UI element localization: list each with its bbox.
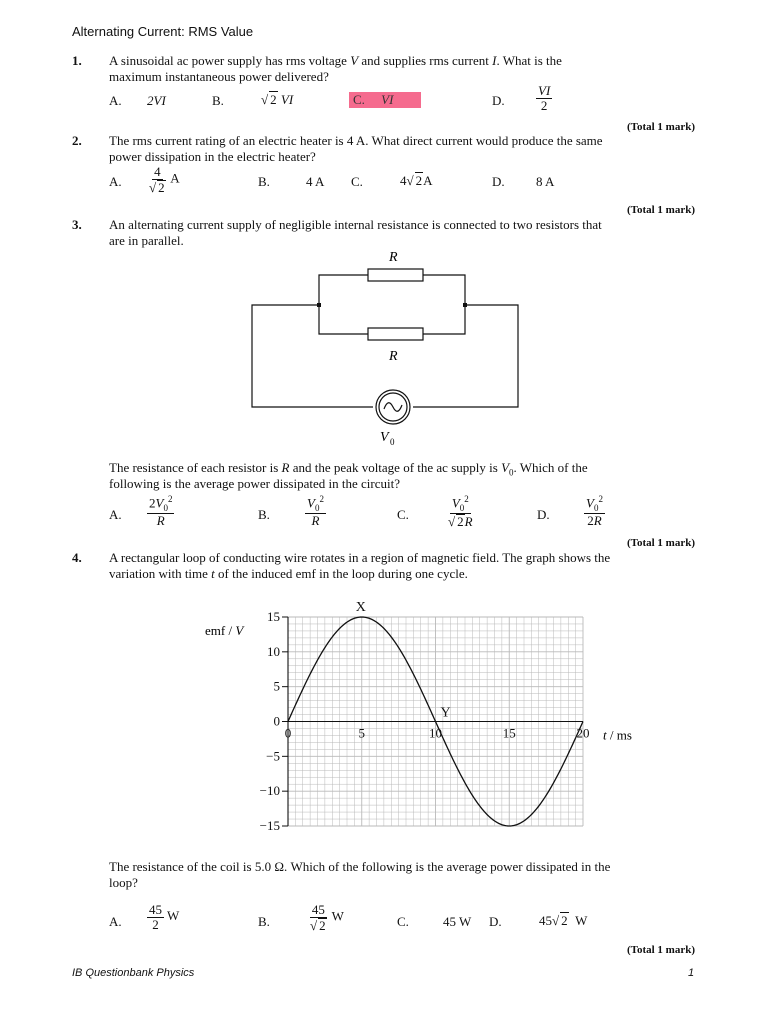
y-tick-label: 15 — [267, 609, 280, 624]
q4-option-b-label: B. — [258, 914, 270, 929]
q3-option-b-label: B. — [258, 507, 270, 522]
y-tick-label: 5 — [273, 678, 280, 694]
q4-option-c-label: C. — [397, 914, 409, 929]
q3-option-a-label: A. — [109, 507, 122, 522]
q1-option-d-value: $\frac{VI}{2}$ — [538, 83, 551, 113]
q4-option-d-value: 45√ 2 W — [539, 913, 588, 928]
circuit-wire-top-left — [319, 275, 368, 305]
footer-page-number: 1 — [688, 967, 695, 979]
q2-option-c-label: C. — [351, 174, 363, 189]
y-tick-label: −10 — [259, 783, 280, 799]
circuit-wire-bottom-left — [319, 305, 368, 334]
q2-option-d-value: 8 A — [536, 174, 555, 189]
q3-option-d-value: $\frac{V_0^2}{2R}$ — [586, 494, 603, 529]
page-title: Alternating Current: RMS Value — [72, 24, 254, 39]
junction-left — [317, 303, 321, 307]
q4-option-a-label: A. — [109, 914, 122, 929]
y-tick-label: −15 — [259, 818, 280, 833]
circuit-wire-top-right — [423, 275, 465, 305]
question-2-line-2: power dissipation in the electric heater? — [109, 149, 316, 164]
parallel-resistor-circuit — [245, 245, 525, 455]
junction-right — [463, 303, 467, 307]
q4-option-d-label: D. — [489, 914, 502, 929]
q1-total-mark: (Total 1 mark) — [626, 121, 695, 133]
y-tick-label: 0 — [273, 713, 280, 729]
annotation-x: X — [355, 600, 366, 615]
y-axis-label: emf / V — [205, 622, 244, 638]
q4-option-a-value: $\frac{45}{2}$ W — [149, 902, 180, 932]
question-4-line-3: The resistance of the coil is 5.0 Ω. Which of the following is the average power dissipated in the — [109, 859, 611, 874]
x-tick-label: 20 — [576, 725, 590, 741]
resistor-bottom-label: R — [389, 349, 398, 364]
y-tick-label: 10 — [267, 643, 280, 659]
question-4-line-4: loop? — [109, 875, 138, 890]
q3-option-c-value: $\frac{V_0^2}{√ 2R}$ — [448, 494, 473, 530]
q3-total-mark: (Total 1 mark) — [626, 537, 695, 549]
x-tick-label: 5 — [358, 725, 365, 741]
annotation-y: Y — [440, 705, 451, 721]
q4-option-b-value: $\frac{45}{√ 2}$ W — [310, 902, 344, 933]
q3-option-d-label: D. — [537, 507, 550, 522]
footer-source: IB Questionbank Physics — [72, 967, 195, 979]
q2-total-mark: (Total 1 mark) — [626, 204, 695, 216]
question-3-line-3: The resistance of each resistor is R and the peak voltage of the ac supply is $V_0$. Which of the — [109, 460, 588, 478]
q1-option-b-label: B. — [212, 93, 224, 108]
q4-option-c-value: 45 W — [443, 914, 472, 929]
question-1-line-2: maximum instantaneous power delivered? — [109, 69, 329, 84]
x-axis-label: t / ms — [603, 727, 632, 743]
emf-time-graph — [195, 596, 655, 836]
question-4-line-1: A rectangular loop of conducting wire rotates in a region of magnetic field. The graph shows the — [109, 550, 611, 565]
q1-option-b-value: √ 2 VI — [261, 92, 294, 107]
q2-option-d-label: D. — [492, 174, 505, 189]
q3-option-c-label: C. — [397, 507, 409, 522]
q2-option-a-value: $\frac{4}{√ 2}$ A — [149, 164, 180, 195]
circuit-wire-bottom-right — [423, 305, 465, 334]
q2-option-c-value: 4√ 2A — [400, 173, 433, 188]
resistor-bottom — [368, 328, 423, 340]
circuit-wire-left — [252, 305, 373, 407]
y-tick-label: −5 — [266, 748, 280, 764]
question-3-line-2: are in parallel. — [109, 233, 184, 248]
source-label: V — [380, 430, 389, 445]
q1-option-d-label: D. — [492, 93, 505, 108]
resistor-top — [368, 269, 423, 281]
question-4-line-2: variation with time t of the induced emf in the loop during one cycle. — [109, 566, 468, 581]
ac-sine-symbol — [384, 403, 402, 412]
q2-option-b-value: 4 A — [306, 174, 325, 189]
question-2-number: 2. — [72, 133, 82, 148]
resistor-top-label: R — [389, 250, 398, 265]
q4-total-mark: (Total 1 mark) — [626, 944, 695, 956]
x-tick-label: 15 — [502, 725, 516, 741]
q1-option-a-label: A. — [109, 93, 122, 108]
question-3-number: 3. — [72, 217, 82, 232]
question-2-line-1: The rms current rating of an electric heater is 4 A. What direct current would produce the same — [109, 133, 603, 148]
source-label-subscript: 0 — [390, 437, 395, 447]
question-4-number: 4. — [72, 550, 82, 565]
question-3-line-1: An alternating current supply of negligible internal resistance is connected to two resistors that — [109, 217, 602, 232]
q2-option-a-label: A. — [109, 174, 122, 189]
q1-option-c-highlighted: C. VI — [349, 92, 421, 108]
x-tick-label: 0 — [284, 725, 292, 741]
q2-option-b-label: B. — [258, 174, 270, 189]
question-3-line-4: following is the average power dissipated in the circuit? — [109, 476, 400, 491]
q3-option-b-value: $\frac{V_0^2}{R}$ — [307, 494, 324, 529]
q1-option-a-value: 2VI — [147, 93, 166, 108]
x-tick-label: 10 — [429, 725, 442, 741]
question-1-line-1: A sinusoidal ac power supply has rms voltage V and supplies rms current I. What is the — [109, 53, 562, 68]
q3-option-a-value: $\frac{2V_0^2}{R}$ — [149, 494, 173, 529]
question-1-number: 1. — [72, 53, 82, 68]
